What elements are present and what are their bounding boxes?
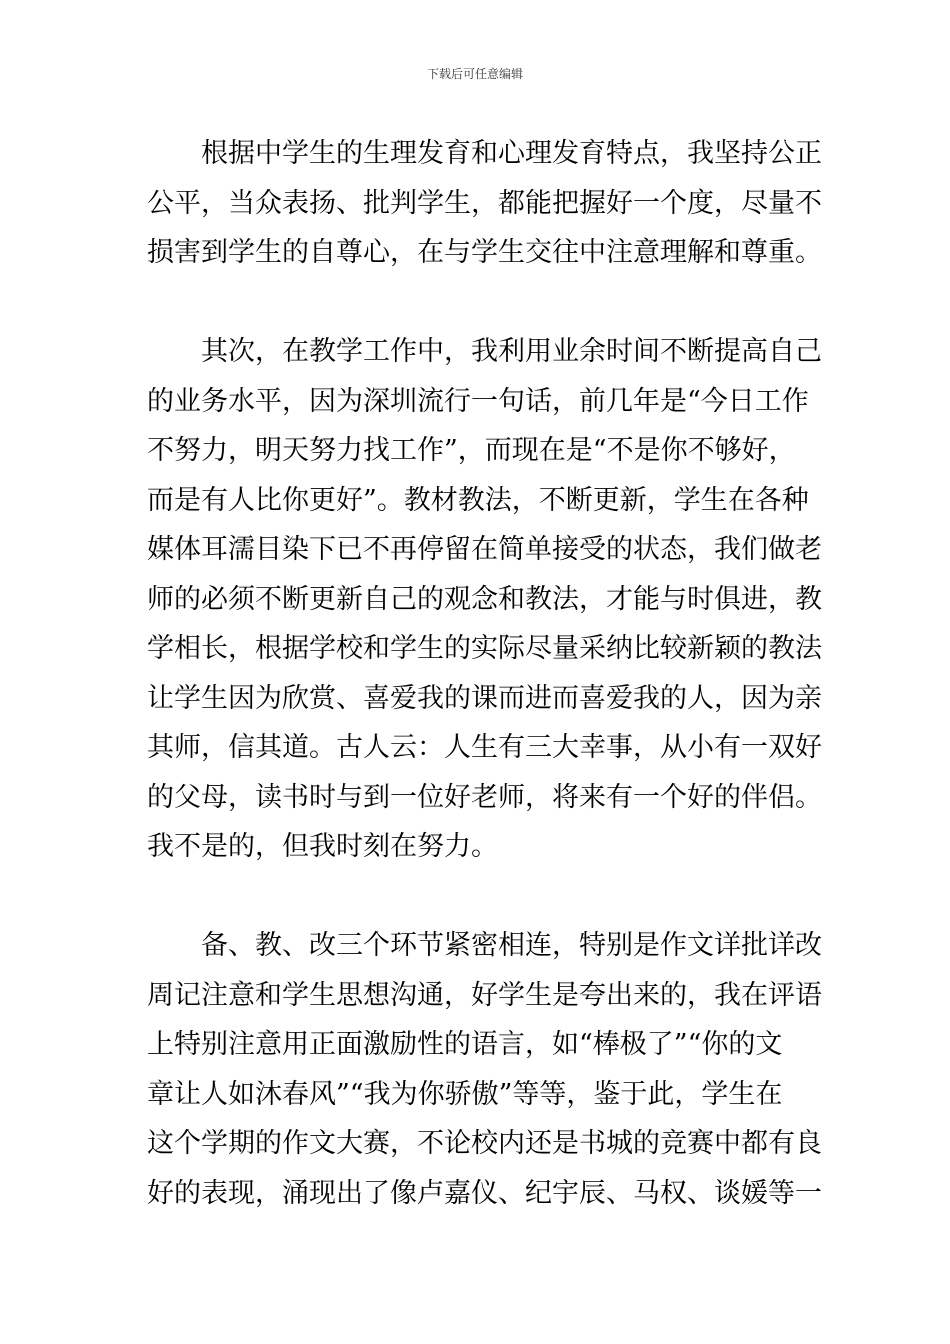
paragraph-2: [147, 327, 822, 872]
paragraph-line: 媒体耳濡目染下已不再停留在简单接受的状态，我们做老: [147, 534, 822, 565]
paragraph-line: 的父母，读书时与到一位好老师，将来有一个好的伴侣。: [147, 781, 822, 813]
paragraph-line: 其师，信其道。古人云：人生有三大幸事，从小有一双好: [147, 732, 822, 763]
paragraph-line: 公平，当众表扬、批判学生，都能把握好一个度，尽量不: [147, 187, 822, 219]
paragraph-line: 周记注意和学生思想沟通，好学生是夸出来的，我在评语: [147, 979, 822, 1011]
paragraph-3: [147, 921, 822, 1218]
paragraph-line: 好的表现，涌现出了像卢嘉仪、纪宇辰、马权、谈媛等一: [147, 1177, 822, 1209]
paragraph-line: 的业务水平，因为深圳流行一句话，前几年是“今日工作: [147, 385, 809, 417]
paragraph-line: 师的必须不断更新自己的观念和教法，才能与时俱进，教: [147, 583, 822, 615]
paragraph-line: 学相长，根据学校和学生的实际尽量采纳比较新颖的教法: [147, 633, 822, 664]
paragraph-line: 而是有人比你更好”。教材教法，不断更新，学生在各种: [147, 484, 809, 516]
paragraph-line: 这个学期的作文大赛，不论校内还是书城的竞赛中都有良: [147, 1128, 822, 1159]
paragraph-line: 让学生因为欣赏、喜爱我的课而进而喜爱我的人，因为亲: [147, 682, 822, 714]
page-header: 下载后可任意编辑: [426, 67, 523, 81]
paragraph-line: 我不是的，但我时刻在努力。: [147, 831, 498, 862]
paragraph-line: 根据中学生的生理发育和心理发育特点，我坚持公正: [201, 138, 822, 169]
paragraph-line: 上特别注意用正面激励性的语言，如“棒极了”“你的文: [147, 1029, 783, 1060]
paragraph-line: 其次，在教学工作中，我利用业余时间不断提高自己: [201, 336, 822, 367]
paragraph-line: 备、教、改三个环节紧密相连，特别是作文详批详改: [201, 930, 822, 961]
paragraph-1: [147, 129, 822, 278]
paragraph-line: 不努力，明天努力找工作”，而现在是“不是你不够好，: [147, 435, 796, 466]
paragraph-line: 章让人如沐春风”“我为你骄傲”等等，鉴于此，学生在: [147, 1078, 783, 1110]
paragraph-line: 损害到学生的自尊心，在与学生交往中注意理解和尊重。: [147, 237, 822, 268]
